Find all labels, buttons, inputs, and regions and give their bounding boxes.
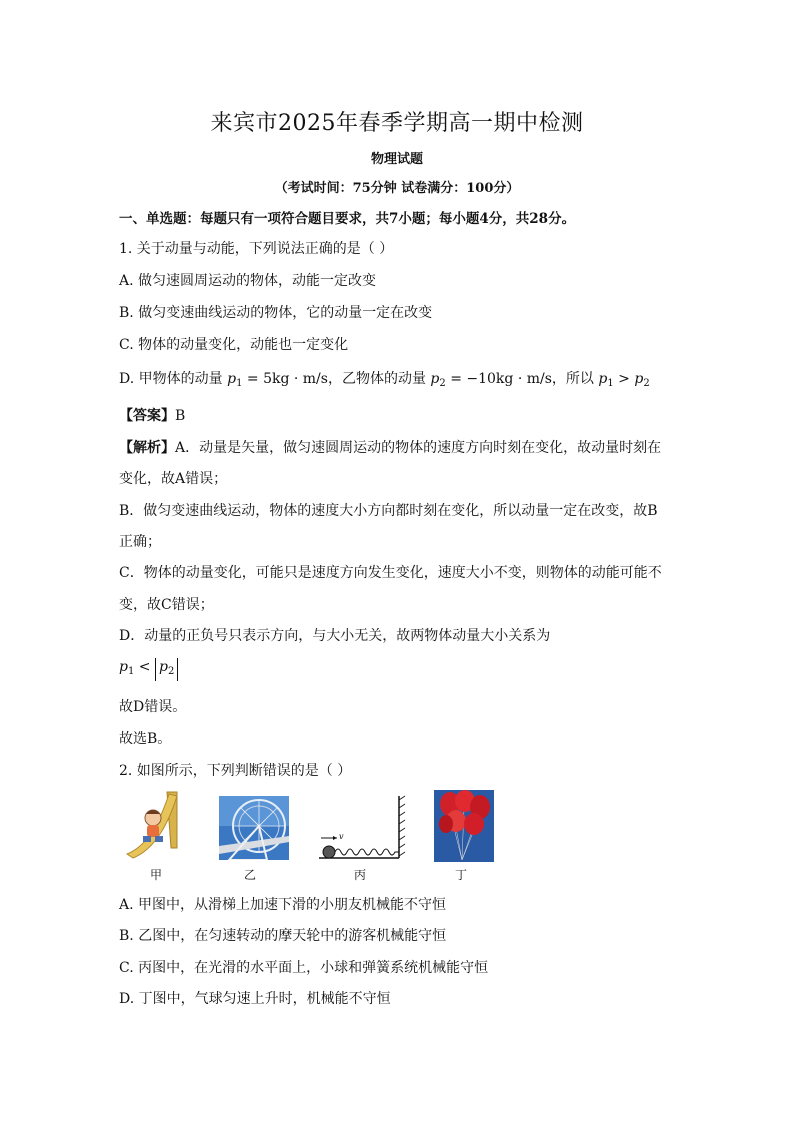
velocity-label: v bbox=[339, 832, 344, 841]
exam-time-info: （考试时间：75分钟 试卷满分：100分） bbox=[274, 181, 520, 196]
q2-stem: 2. 如图所示，下列判断错误的是（ ） bbox=[119, 763, 352, 779]
q1-option-c: C. 物体的动量变化，动能也一定变化 bbox=[119, 337, 349, 353]
q1-conclusion-d: 故D错误。 bbox=[119, 699, 187, 715]
q1-d-so: ，所以 bbox=[551, 371, 594, 387]
q2-option-a: A. 甲图中，从滑梯上加速下滑的小朋友机械能不守恒 bbox=[119, 897, 447, 913]
answer-tag: 【答案】 bbox=[119, 408, 175, 424]
q1-formula bbox=[119, 658, 178, 681]
q1-stem: 1. 关于动量与动能，下列说法正确的是（ ） bbox=[119, 241, 394, 257]
q1-d-prefix: D. 甲物体的动量 bbox=[119, 371, 223, 387]
fig-label-bing: 丙 bbox=[354, 868, 367, 882]
q1-final: 故选B。 bbox=[119, 731, 172, 747]
answer-value: B bbox=[175, 408, 186, 424]
q1-option-b: B. 做匀变速曲线运动的物体，它的动量一定在改变 bbox=[119, 305, 433, 321]
q1-d-eq1: = 5kg · m/s bbox=[246, 371, 328, 387]
balloons-image bbox=[434, 790, 494, 862]
fig-label-ding: 丁 bbox=[455, 868, 468, 882]
q1-analysis-b2: 正确； bbox=[119, 534, 161, 550]
ferris-wheel-image bbox=[219, 796, 289, 860]
q1-d-p3: p bbox=[598, 371, 608, 387]
q1-d-p1: p bbox=[227, 371, 237, 387]
formula-lt: < bbox=[134, 659, 155, 675]
q1-d-gt: > bbox=[613, 371, 635, 387]
q1-analysis-a2: 变化，故A错误； bbox=[119, 471, 228, 487]
formula-abs bbox=[155, 658, 178, 681]
q1-answer bbox=[119, 405, 185, 425]
q2-option-c: C. 丙图中，在光滑的水平面上，小球和弹簧系统机械能守恒 bbox=[119, 960, 489, 976]
formula-sub1: 1 bbox=[127, 666, 135, 677]
q1-option-a: A. 做匀速圆周运动的物体，动能一定改变 bbox=[119, 273, 377, 289]
formula-sub2: 2 bbox=[167, 666, 175, 677]
q2-option-b: B. 乙图中，在匀速转动的摩天轮中的游客机械能守恒 bbox=[119, 928, 447, 944]
page-title: 来宾市2025年春季学期高一期中检测 bbox=[210, 111, 584, 136]
fig-label-yi: 乙 bbox=[244, 868, 257, 882]
ball-spring-image bbox=[315, 794, 409, 862]
q1-d-p4: p bbox=[634, 371, 644, 387]
q1-d-sub4: 2 bbox=[643, 378, 650, 389]
q2-option-d: D. 丁图中，气球匀速上升时，机械能不守恒 bbox=[119, 991, 391, 1007]
q1-analysis-a1 bbox=[119, 437, 661, 457]
q1-analysis-b1: B．做匀变速曲线运动，物体的速度大小方向都时刻在变化，所以动量一定在改变，故B bbox=[119, 503, 658, 519]
analysis-tag: 【解析】 bbox=[119, 440, 175, 456]
q1-analysis-c1: C．物体的动量变化，可能只是速度方向发生变化，速度大小不变，则物体的动能可能不 bbox=[119, 565, 662, 581]
q1-d-sub2: 2 bbox=[439, 378, 446, 389]
q2-figure bbox=[119, 788, 509, 883]
formula-p1: p bbox=[119, 659, 128, 675]
q1-d-p2: p bbox=[430, 371, 440, 387]
q1-analysis-c2: 变，故C错误； bbox=[119, 597, 214, 613]
section-heading: 一、单选题：每题只有一项符合题目要求，共7小题；每小题4分，共28分。 bbox=[119, 211, 576, 227]
q1-d-sub3: 1 bbox=[607, 378, 614, 389]
q1-d-sub1: 1 bbox=[236, 378, 243, 389]
q1-d-mid: ，乙物体的动量 bbox=[327, 371, 426, 387]
q1-d-eq2: = −10kg · m/s bbox=[450, 371, 552, 387]
subject-title: 物理试题 bbox=[370, 152, 423, 167]
slide-image bbox=[119, 788, 195, 860]
fig-label-jia: 甲 bbox=[150, 868, 163, 882]
formula-p2: p bbox=[158, 659, 168, 675]
q1-analysis-d1: D．动量的正负号只表示方向，与大小无关，故两物体动量大小关系为 bbox=[119, 628, 551, 644]
analysis-a1-text: A．动量是矢量，做匀速圆周运动的物体的速度方向时刻在变化，故动量时刻在 bbox=[175, 440, 662, 456]
q1-option-d bbox=[119, 368, 650, 389]
